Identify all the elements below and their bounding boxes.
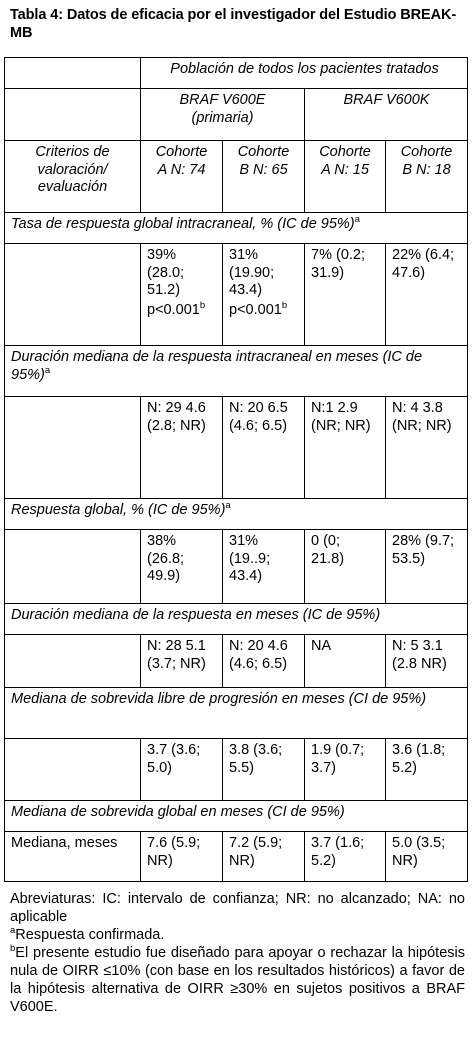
group-braf-v600e-header: BRAF V600E (primaria) (141, 89, 305, 141)
header-empty-cell (5, 89, 141, 141)
criteria-header: Criterios de valoración/ evaluación (5, 141, 141, 213)
cell-value: 5.0 (3.5; NR) (392, 835, 446, 869)
table-title: Tabla 4: Datos de eficacia por el investigador del Estudio BREAK-MB (10, 7, 457, 41)
footnote-marker: b (199, 299, 206, 311)
section-title-text: Mediana de sobrevida libre de progresión en meses (CI de 95%) (11, 691, 427, 707)
abbreviations-note: Abreviaturas: IC: intervalo de confianza; NR: no alcanzado; NA: no aplicable (10, 891, 465, 925)
data-cell (223, 244, 305, 346)
data-cell (305, 739, 386, 801)
row-label (5, 739, 141, 801)
data-cell (141, 832, 223, 882)
population-header: Población de todos los pacientes tratados (141, 58, 468, 89)
cell-value: 0 (0; 21.8) (311, 533, 345, 567)
data-cell (305, 244, 386, 346)
data-cell (141, 397, 223, 499)
data-cell (223, 635, 305, 688)
cell-value: N:1 2.9 (NR; NR) (311, 400, 371, 434)
cell-value: N: 5 3.1 (2.8 NR) (392, 638, 447, 672)
document (4, 0, 467, 1052)
data-cell (223, 530, 305, 604)
section-title-row (5, 688, 468, 739)
data-cell (223, 739, 305, 801)
p-value-text: p<0.001 (147, 301, 200, 318)
section-title (5, 604, 468, 635)
data-cell (141, 530, 223, 604)
cell-value: N: 4 3.8 (NR; NR) (392, 400, 452, 434)
cell-value: N: 20 6.5 (4.6; 6.5) (229, 400, 288, 434)
data-cell (386, 397, 468, 499)
data-cell (386, 530, 468, 604)
data-cell (223, 397, 305, 499)
cell-value: 3.7 (3.6; 5.0) (147, 742, 201, 776)
header-empty-cell (5, 58, 141, 89)
data-cell (386, 832, 468, 882)
cell-value: 3.7 (1.6; 5.2) (311, 835, 365, 869)
cell-value: N: 20 4.6 (4.6; 6.5) (229, 638, 288, 672)
footnote-text: Respuesta confirmada. (15, 927, 165, 943)
data-cell (141, 635, 223, 688)
section-data-row (5, 397, 468, 499)
data-cell (141, 739, 223, 801)
section-data-row (5, 832, 468, 882)
data-cell (386, 244, 468, 346)
header-row-cohorts (5, 141, 468, 213)
section-title-row (5, 346, 468, 397)
cell-value: 31% (19..9; 43.4) (229, 533, 271, 584)
section-title-row (5, 801, 468, 832)
p-value (229, 299, 299, 320)
group-braf-v600k-header: BRAF V600K (305, 89, 468, 141)
cell-value: 3.8 (3.6; 5.5) (229, 742, 283, 776)
cell-value: 1.9 (0.7; 3.7) (311, 742, 365, 776)
footnote-marker: a (10, 925, 16, 936)
row-label (5, 397, 141, 499)
efficacy-table (4, 57, 468, 882)
cell-value: 3.6 (1.8; 5.2) (392, 742, 446, 776)
data-cell (223, 832, 305, 882)
section-title (5, 801, 468, 832)
footnote-marker: a (44, 364, 51, 376)
section-title (5, 688, 468, 739)
data-cell (305, 635, 386, 688)
section-title-text: Respuesta global, % (IC de 95%) (11, 502, 226, 518)
cell-value: 39% (28.0; 51.2) (147, 247, 185, 298)
section-title (5, 346, 468, 397)
cell-value: 22% (6.4; 47.6) (392, 247, 455, 281)
cell-value: 28% (9.7; 53.5) (392, 533, 455, 567)
section-data-row (5, 530, 468, 604)
footnote-marker: a (225, 500, 231, 511)
cell-value: N: 29 4.6 (2.8; NR) (147, 400, 206, 434)
data-cell (305, 832, 386, 882)
row-label (5, 635, 141, 688)
cell-value: N: 28 5.1 (3.7; NR) (147, 638, 206, 672)
section-data-row (5, 635, 468, 688)
section-title-text: Duración mediana de la respuesta intracraneal en meses (IC de 95%) (11, 349, 423, 383)
section-title-row (5, 213, 468, 244)
section-title-row (5, 604, 468, 635)
cell-value: 7.6 (5.9; NR) (147, 835, 201, 869)
footnote-b (10, 944, 465, 1016)
section-title-text: Duración mediana de la respuesta en meses (IC de 95%) (11, 607, 381, 623)
cohort-header: Cohorte A N: 74 (141, 141, 223, 213)
row-label: Mediana, meses (5, 832, 141, 882)
row-label (5, 244, 141, 346)
data-cell (386, 739, 468, 801)
footnotes (10, 890, 465, 1016)
section-data-row (5, 739, 468, 801)
footnote-text: El presente estudio fue diseñado para apoyar o rechazar la hipótesis nula de OIRR ≤10% (con base en los resultados históricos) a favor de la hipótesis alternativa de OIRR ≥30% en sujetos positivos a BRAF V600E. (10, 945, 465, 1015)
header-row-groups (5, 89, 468, 141)
cell-value: 7% (0.2; 31.9) (311, 247, 365, 281)
section-data-row (5, 244, 468, 346)
data-cell (305, 530, 386, 604)
section-title-text: Tasa de respuesta global intracraneal, % (IC de 95%) (11, 216, 355, 232)
cohort-header: Cohorte B N: 18 (386, 141, 468, 213)
footnote-marker: b (10, 943, 16, 954)
data-cell (141, 244, 223, 346)
footnote-marker: b (281, 299, 288, 311)
p-value-text: p<0.001 (229, 301, 282, 318)
data-cell (305, 397, 386, 499)
row-label (5, 530, 141, 604)
cell-value: 31% (19.90; 43.4) (229, 247, 275, 298)
section-title (5, 213, 468, 244)
cell-value: 7.2 (5.9; NR) (229, 835, 283, 869)
footnote-a (10, 926, 465, 944)
cohort-header: Cohorte A N: 15 (305, 141, 386, 213)
cohort-header: Cohorte B N: 65 (223, 141, 305, 213)
section-title (5, 499, 468, 530)
p-value (147, 299, 217, 320)
header-row-population (5, 58, 468, 89)
data-cell (386, 635, 468, 688)
section-title-row (5, 499, 468, 530)
footnote-marker: a (354, 214, 360, 225)
cell-value: NA (311, 638, 332, 654)
section-title-text: Mediana de sobrevida global en meses (CI de 95%) (11, 804, 345, 820)
cell-value: 38% (26.8; 49.9) (147, 533, 185, 584)
